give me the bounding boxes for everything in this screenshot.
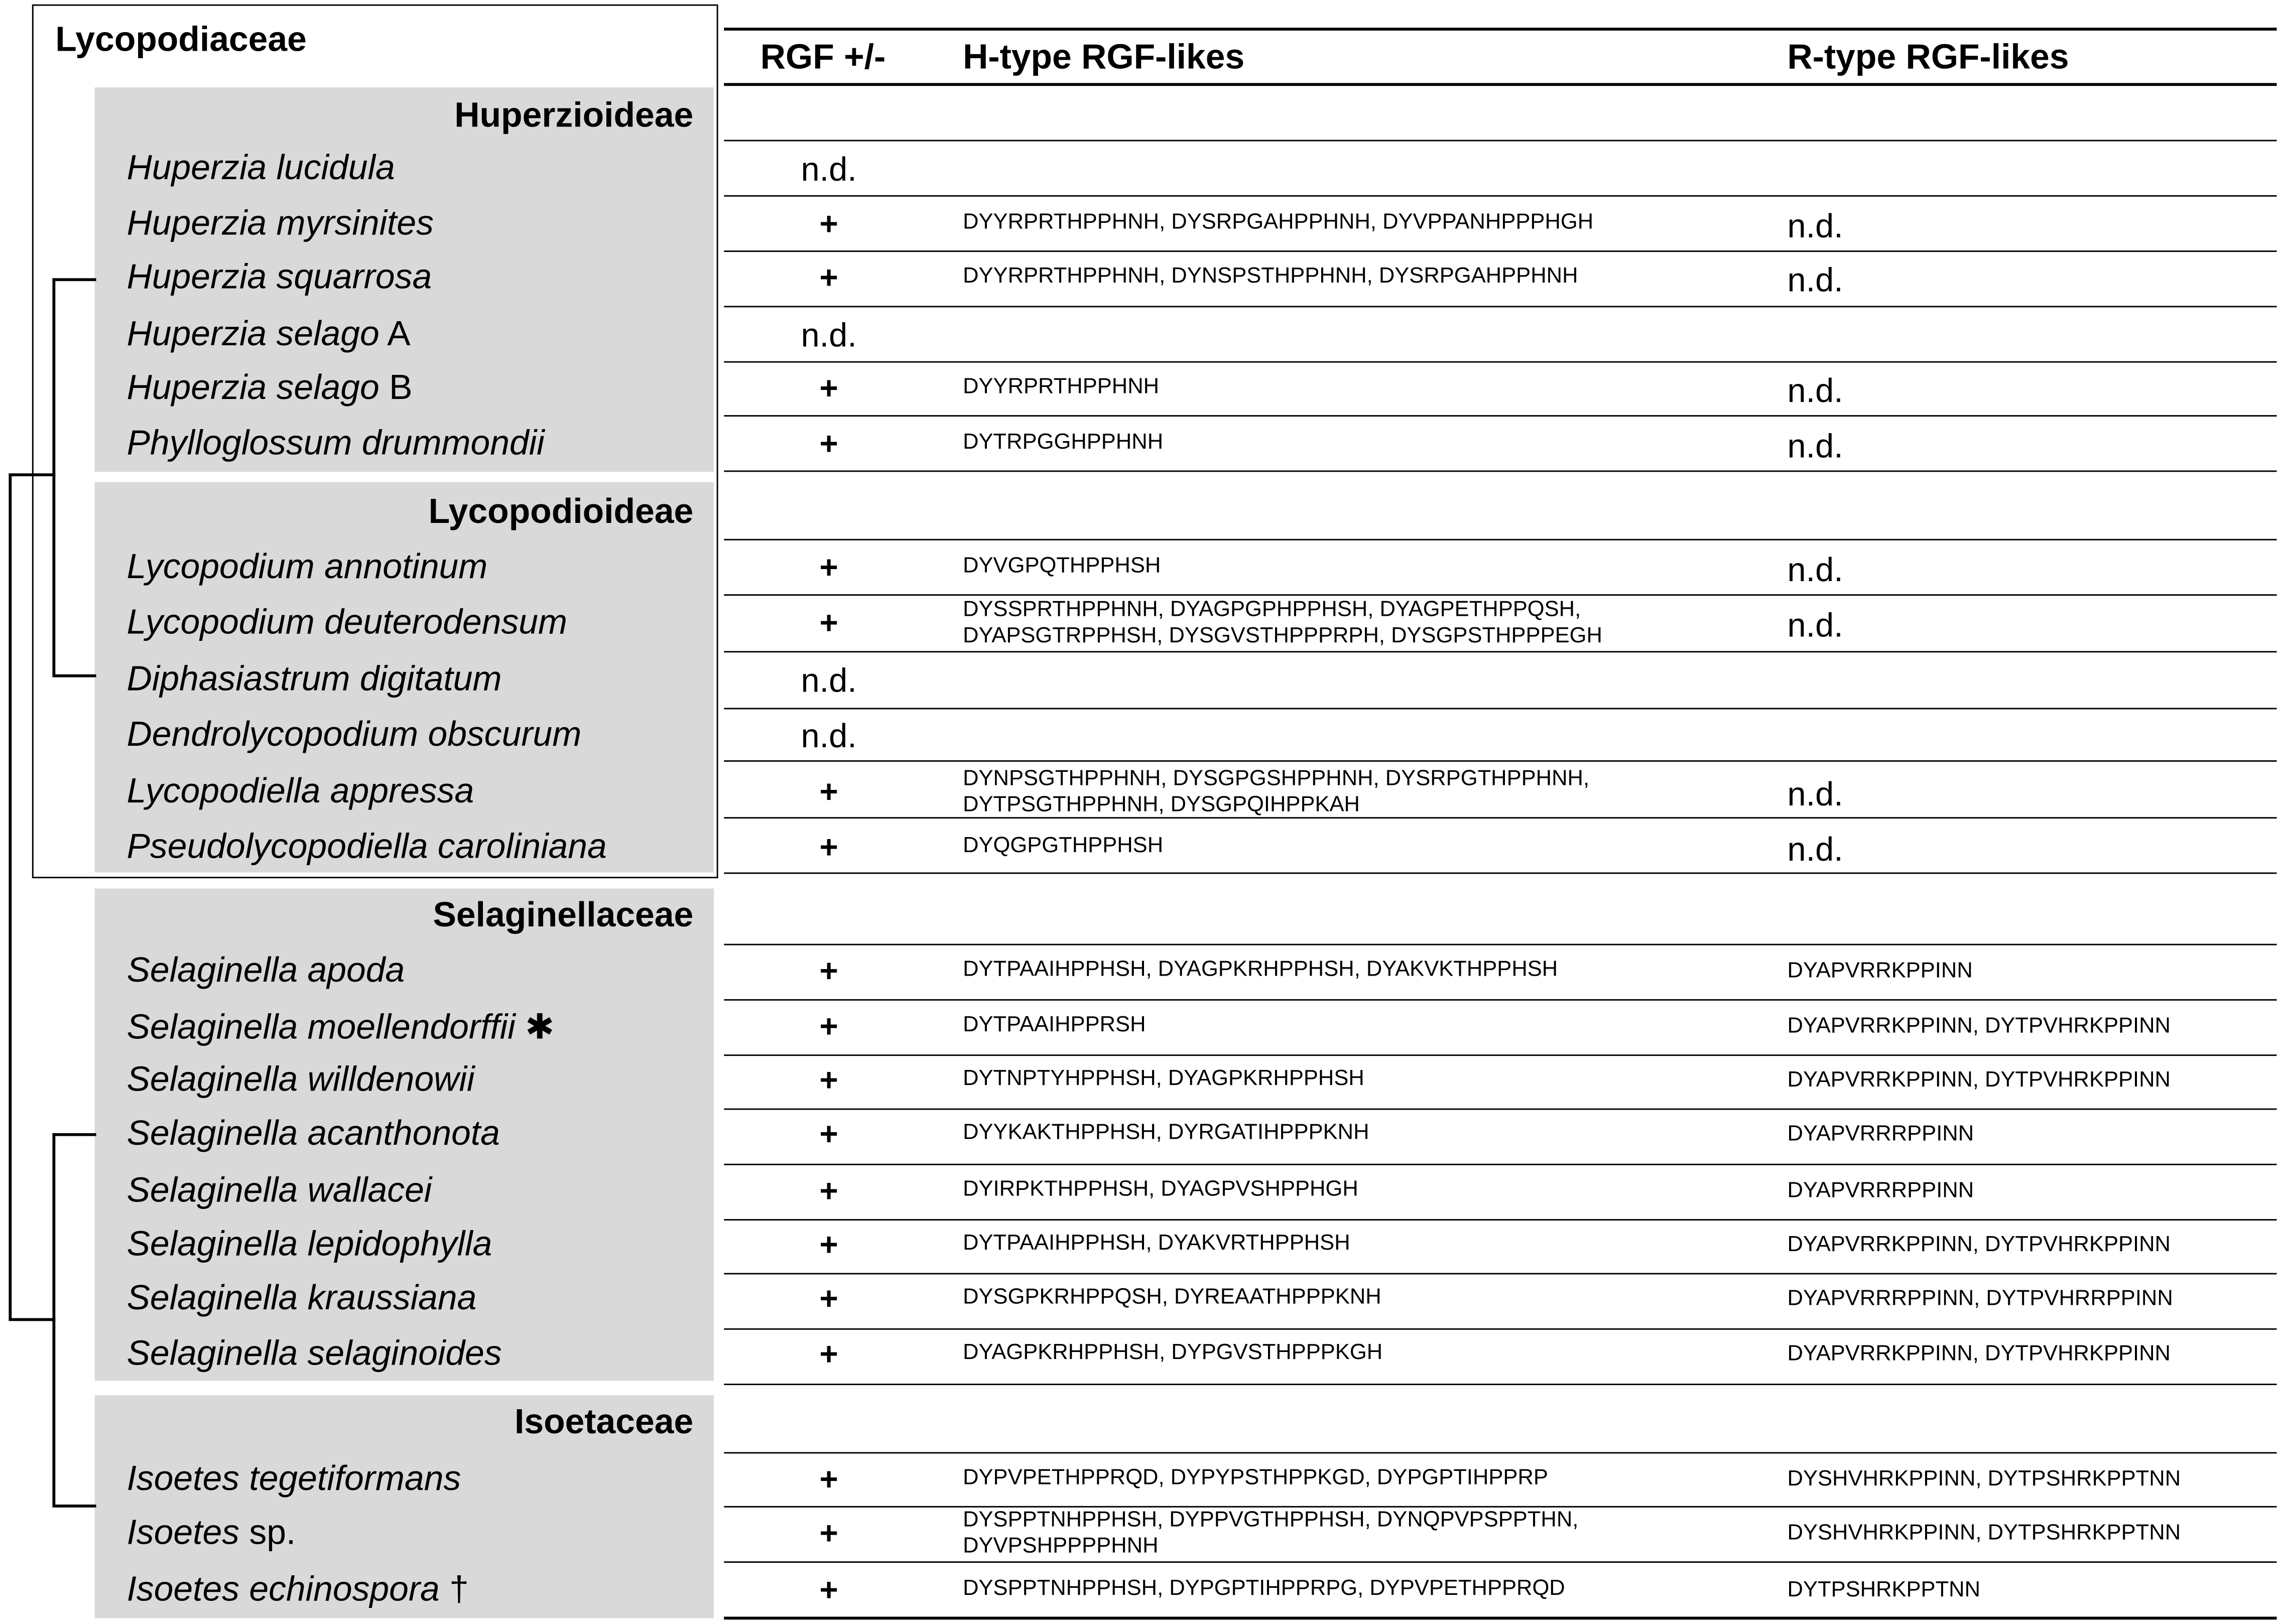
h-type-sequences: DYAGPKRHPPHSH, DYPGVSTHPPPKGH bbox=[963, 1340, 1383, 1365]
species-name bbox=[126, 1225, 492, 1266]
r-type-sequences: DYSHVHRKPPINN, DYTPSHRKPPTNN bbox=[1787, 1520, 2181, 1546]
h-type-sequences: DYTPAAIHPPHSH, DYAGPKRHPPHSH, DYAKVKTHPPHSH bbox=[963, 957, 1558, 982]
h-type-sequences: DYIRPKTHPPHSH, DYAGPVSHPPHGH bbox=[963, 1176, 1358, 1202]
row-separator bbox=[724, 651, 2276, 652]
table-bottom-line bbox=[724, 1616, 2276, 1619]
rgf-presence: + bbox=[819, 1061, 838, 1099]
rgf-presence: + bbox=[819, 1571, 838, 1608]
species-binomial: Selaginella apoda bbox=[126, 951, 405, 991]
species-name bbox=[126, 1006, 554, 1048]
rgf-presence: + bbox=[819, 604, 838, 641]
h-type-sequences: DYPVPETHPPRQD, DYPYPSTHPPKGD, DYPGPTIHPPRP bbox=[963, 1465, 1548, 1490]
species-qualifier: sp. bbox=[239, 1513, 296, 1553]
species-binomial: Selaginella acanthonota bbox=[126, 1114, 500, 1154]
row-separator bbox=[724, 470, 2276, 472]
r-type-sequences: n.d. bbox=[1787, 551, 1843, 589]
header-rgf: RGF +/- bbox=[760, 38, 886, 77]
r-type-sequences: DYAPVRRKPPINN, DYTPVHRKPPINN bbox=[1787, 1067, 2171, 1093]
tree-root-vertical bbox=[9, 475, 12, 1319]
rgf-presence: + bbox=[819, 1460, 838, 1498]
species-name bbox=[126, 548, 487, 588]
species-binomial: Huperzia myrsinites bbox=[126, 204, 434, 243]
tree-lycopodiaceae-vertical bbox=[52, 278, 55, 675]
r-type-sequences: n.d. bbox=[1787, 606, 1843, 644]
r-type-sequences: DYAPVRRKPPINN, DYTPVHRKPPINN bbox=[1787, 1232, 2171, 1257]
rgf-presence: + bbox=[819, 1515, 838, 1551]
row-separator bbox=[724, 1328, 2276, 1330]
r-type-sequences: DYAPVRRRPPINN, DYTPVHRRPPINN bbox=[1787, 1286, 2173, 1311]
species-binomial: Isoetes tegetiformans bbox=[126, 1459, 461, 1499]
h-type-sequences: DYSPPTNHPPHSH, DYPPVGTHPPHSH, DYNQPVPSPPTHN, DYVPSHPPPPHNH bbox=[963, 1507, 1579, 1559]
h-type-sequences: DYTPAAIHPPRSH bbox=[963, 1012, 1146, 1037]
species-binomial: Selaginella moellendorffii bbox=[126, 1008, 516, 1047]
lycopodioideae-title: Lycopodioideae bbox=[428, 492, 694, 532]
row-separator bbox=[724, 1109, 2276, 1110]
species-qualifier: ✱ bbox=[515, 1008, 555, 1047]
species-name bbox=[126, 149, 395, 189]
h-type-sequences: DYTNPTYHPPHSH, DYAGPKRHPPHSH bbox=[963, 1066, 1364, 1091]
header-h-type: H-type RGF-likes bbox=[963, 38, 1245, 77]
h-type-sequences: DYSPPTNHPPHSH, DYPGPTIHPPRPG, DYPVPETHPPRQD bbox=[963, 1576, 1565, 1601]
species-name bbox=[126, 424, 544, 465]
species-binomial: Selaginella willdenowii bbox=[126, 1060, 475, 1100]
species-binomial: Diphasiastrum digitatum bbox=[126, 659, 502, 700]
row-separator bbox=[724, 1219, 2276, 1221]
row-separator bbox=[724, 1384, 2276, 1385]
r-type-sequences: DYTPSHRKPPTNN bbox=[1787, 1577, 1981, 1602]
species-name bbox=[126, 827, 606, 868]
h-type-sequences: DYQGPGTHPPHSH bbox=[963, 833, 1164, 858]
species-binomial: Huperzia selago bbox=[126, 314, 379, 354]
tree-huperzioideae-branch bbox=[52, 278, 96, 281]
species-name bbox=[126, 1459, 461, 1500]
rgf-presence: + bbox=[819, 1172, 838, 1209]
rgf-presence: + bbox=[819, 549, 838, 586]
h-type-sequences: DYYRPRTHPPHNH, DYNSPSTHPPHNH, DYSRPGAHPPHNH bbox=[963, 263, 1578, 289]
r-type-sequences: n.d. bbox=[1787, 371, 1843, 410]
species-name bbox=[126, 1171, 432, 1211]
r-type-sequences: DYSHVHRKPPINN, DYTPSHRKPPTNN bbox=[1787, 1466, 2181, 1492]
isoetaceae-title: Isoetaceae bbox=[515, 1402, 694, 1442]
rgf-presence: + bbox=[819, 773, 838, 810]
species-name bbox=[126, 258, 432, 299]
row-separator bbox=[724, 1273, 2276, 1275]
species-binomial: Isoetes echinospora bbox=[126, 1570, 440, 1609]
rgf-presence: + bbox=[819, 205, 838, 242]
species-binomial: Isoetes bbox=[126, 1513, 240, 1553]
species-binomial: Selaginella kraussiana bbox=[126, 1279, 477, 1318]
species-name bbox=[126, 1279, 476, 1319]
row-separator bbox=[724, 1164, 2276, 1165]
r-type-sequences: n.d. bbox=[1787, 207, 1843, 245]
tree-selaginellaceae-branch bbox=[52, 1133, 96, 1136]
species-binomial: Lycopodium annotinum bbox=[126, 548, 488, 587]
r-type-sequences: n.d. bbox=[1787, 774, 1843, 813]
tree-lycopodioideae-branch bbox=[52, 674, 96, 678]
header-bottom-line bbox=[724, 83, 2276, 86]
rgf-presence: + bbox=[819, 829, 838, 865]
rgf-presence: + bbox=[819, 1008, 838, 1044]
species-name bbox=[126, 204, 434, 244]
rgf-presence: + bbox=[819, 1226, 838, 1263]
rgf-presence: + bbox=[819, 1116, 838, 1152]
species-name bbox=[126, 772, 474, 813]
row-separator bbox=[724, 539, 2276, 540]
tree-isoetopsida-connector bbox=[9, 1318, 55, 1321]
header-r-type: R-type RGF-likes bbox=[1787, 38, 2069, 77]
row-separator bbox=[724, 594, 2276, 596]
row-separator bbox=[724, 250, 2276, 252]
species-binomial: Selaginella selaginoides bbox=[126, 1334, 502, 1374]
row-separator bbox=[724, 999, 2276, 1001]
rgf-presence: + bbox=[819, 1280, 838, 1317]
r-type-sequences: n.d. bbox=[1787, 427, 1843, 465]
r-type-sequences: DYAPVRRKPPINN, DYTPVHRKPPINN bbox=[1787, 1013, 2171, 1039]
species-qualifier: A bbox=[379, 314, 411, 354]
tree-isoetaceae-branch bbox=[52, 1505, 96, 1508]
rgf-presence: + bbox=[819, 425, 838, 462]
species-name bbox=[126, 951, 405, 992]
species-name bbox=[126, 603, 567, 644]
r-type-sequences: n.d. bbox=[1787, 830, 1843, 868]
r-type-sequences: DYAPVRRRPPINN bbox=[1787, 1178, 1974, 1203]
row-separator bbox=[724, 1452, 2276, 1453]
h-type-sequences: DYYKAKTHPPHSH, DYRGATIHPPPKNH bbox=[963, 1120, 1369, 1145]
species-binomial: Selaginella wallacei bbox=[126, 1171, 432, 1210]
h-type-sequences: DYTPAAIHPPHSH, DYAKVRTHPPHSH bbox=[963, 1231, 1350, 1256]
species-name bbox=[126, 1570, 468, 1611]
species-name bbox=[126, 315, 410, 355]
rgf-presence: + bbox=[819, 1335, 838, 1372]
tree-isoetopsida-vertical bbox=[52, 1133, 55, 1506]
h-type-sequences: DYYRPRTHPPHNH, DYSRPGAHPPHNH, DYVPPANHPPPHGH bbox=[963, 209, 1594, 235]
selaginellaceae-title: Selaginellaceae bbox=[433, 895, 694, 935]
lycopodiaceae-title: Lycopodiaceae bbox=[55, 20, 307, 60]
species-name bbox=[126, 715, 581, 756]
h-type-sequences: DYSSPRTHPPHNH, DYAGPGPHPPHSH, DYAGPETHPPQSH, DYAPSGTRPPHSH, DYSGVSTHPPPRPH, DYSGPSTHPPPEGH bbox=[963, 597, 1602, 648]
rgf-presence: + bbox=[819, 259, 838, 296]
h-type-sequences: DYSGPKRHPPQSH, DYREAATHPPPKNH bbox=[963, 1284, 1381, 1310]
rgf-presence: n.d. bbox=[801, 661, 857, 700]
header-top-line bbox=[724, 28, 2276, 31]
row-separator bbox=[724, 415, 2276, 417]
species-qualifier: † bbox=[439, 1570, 469, 1609]
r-type-sequences: DYAPVRRKPPINN bbox=[1787, 958, 1973, 983]
rgf-presence: n.d. bbox=[801, 316, 857, 354]
row-separator bbox=[724, 760, 2276, 762]
row-separator bbox=[724, 944, 2276, 945]
species-name bbox=[126, 368, 412, 409]
row-separator bbox=[724, 195, 2276, 197]
rgf-presence: n.d. bbox=[801, 716, 857, 755]
row-separator bbox=[724, 361, 2276, 363]
species-binomial: Huperzia selago bbox=[126, 368, 379, 408]
rgf-presence: + bbox=[819, 370, 838, 407]
tree-lycopodiaceae-connector bbox=[9, 473, 55, 476]
species-binomial: Selaginella lepidophylla bbox=[126, 1225, 492, 1265]
row-separator bbox=[724, 1561, 2276, 1563]
species-binomial: Dendrolycopodium obscurum bbox=[126, 715, 582, 755]
species-binomial: Huperzia lucidula bbox=[126, 149, 395, 188]
species-name bbox=[126, 660, 501, 701]
species-qualifier: B bbox=[379, 368, 413, 408]
row-separator bbox=[724, 872, 2276, 874]
species-binomial: Pseudolycopodiella caroliniana bbox=[126, 827, 607, 867]
r-type-sequences: DYAPVRRRPPINN bbox=[1787, 1121, 1974, 1147]
species-binomial: Lycopodiella appressa bbox=[126, 772, 474, 811]
species-name bbox=[126, 1114, 499, 1155]
rgf-presence: + bbox=[819, 953, 838, 989]
row-separator bbox=[724, 708, 2276, 709]
r-type-sequences: n.d. bbox=[1787, 260, 1843, 299]
h-type-sequences: DYNPSGTHPPHNH, DYSGPGSHPPHNH, DYSRPGTHPPHNH, DYTPSGTHPPHNH, DYSGPQIHPPKAH bbox=[963, 766, 1590, 818]
species-name bbox=[126, 1513, 296, 1554]
species-binomial: Huperzia squarrosa bbox=[126, 257, 432, 298]
rgf-presence: n.d. bbox=[801, 150, 857, 188]
row-separator bbox=[724, 140, 2276, 142]
huperzioideae-title: Huperzioideae bbox=[454, 96, 694, 136]
h-type-sequences: DYYRPRTHPPHNH bbox=[963, 374, 1160, 399]
species-binomial: Lycopodium deuterodensum bbox=[126, 603, 568, 642]
row-separator bbox=[724, 306, 2276, 307]
species-binomial: Phylloglossum drummondii bbox=[126, 424, 545, 463]
species-name bbox=[126, 1060, 474, 1101]
r-type-sequences: DYAPVRRKPPINN, DYTPVHRKPPINN bbox=[1787, 1341, 2171, 1367]
row-separator bbox=[724, 1054, 2276, 1056]
h-type-sequences: DYTRPGGHPPHNH bbox=[963, 430, 1164, 455]
h-type-sequences: DYVGPQTHPPHSH bbox=[963, 553, 1161, 579]
species-name bbox=[126, 1334, 501, 1375]
